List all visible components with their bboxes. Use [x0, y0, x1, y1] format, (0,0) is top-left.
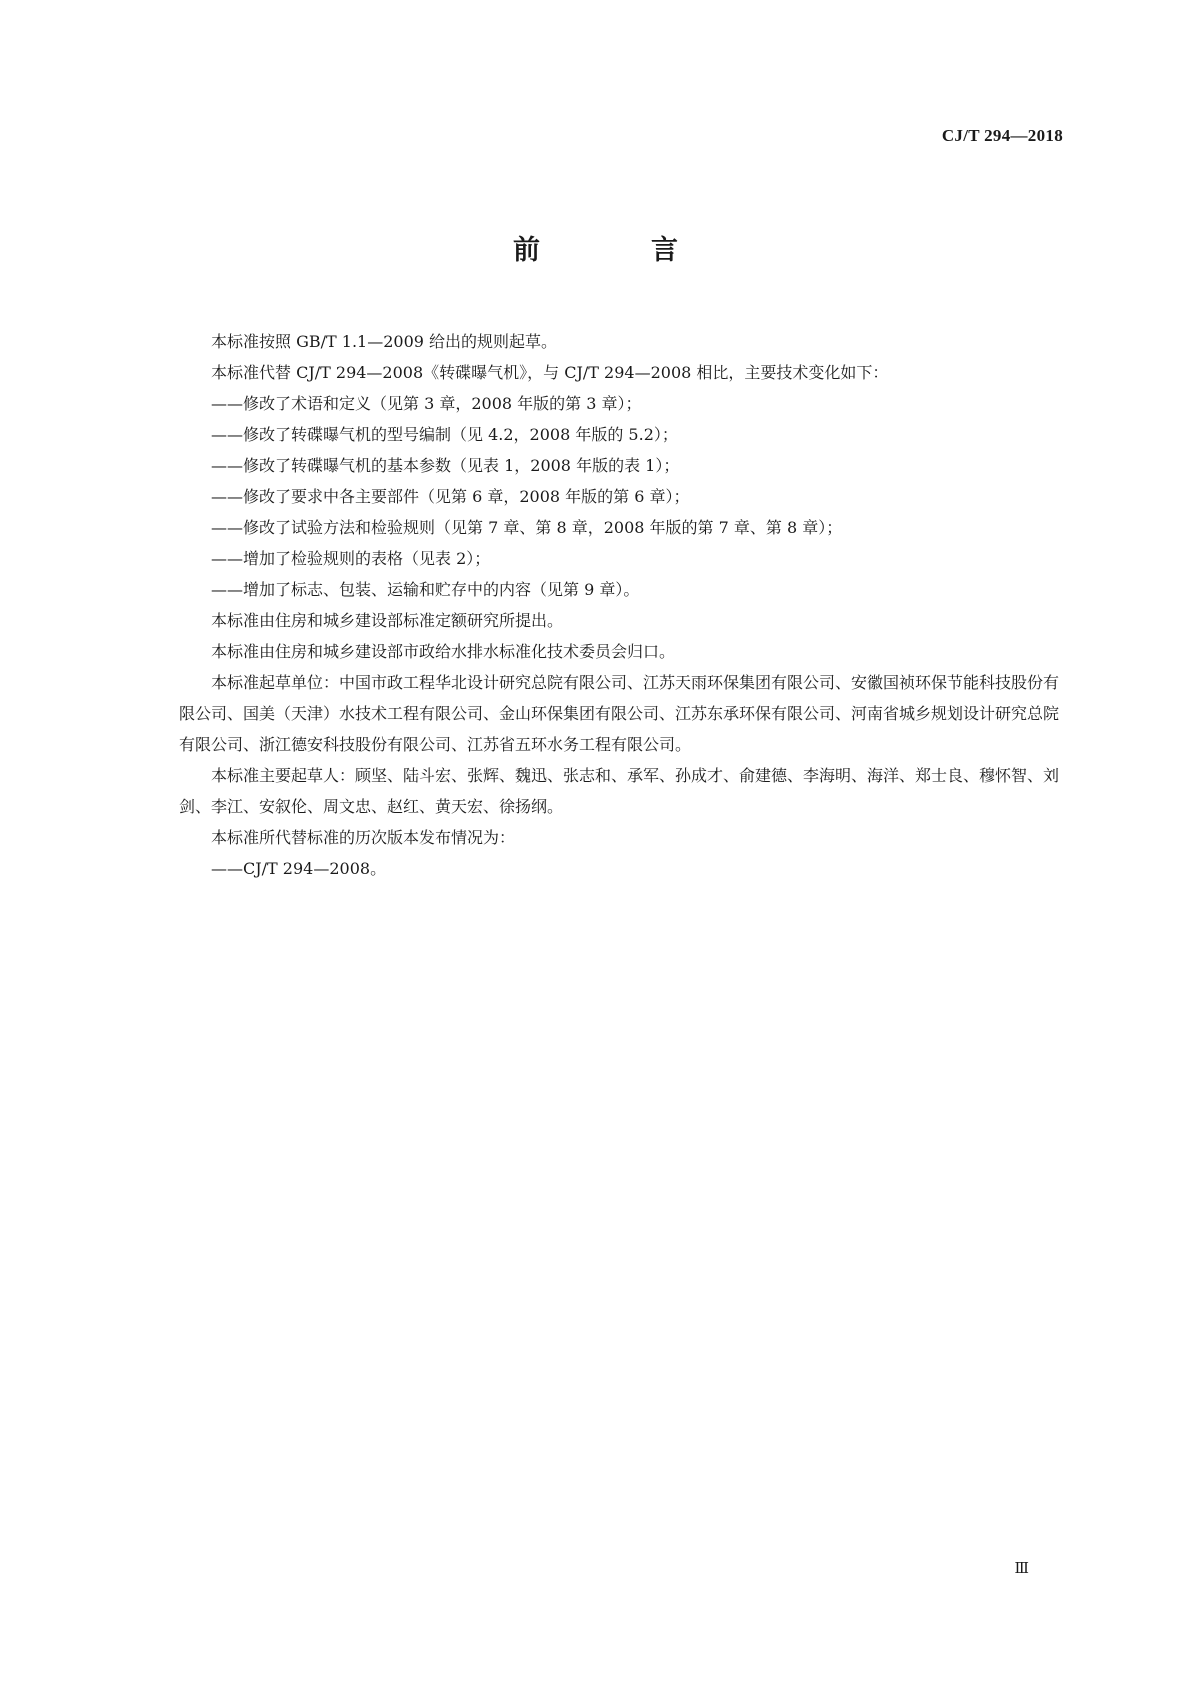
- page-number: Ⅲ: [1014, 1561, 1028, 1577]
- history-item: ——CJ/T 294—2008。: [211, 859, 387, 878]
- change-item: ——增加了标志、包装、运输和贮存中的内容（见第 9 章）。: [211, 580, 640, 599]
- change-item: ——修改了转碟曝气机的基本参数（见表 1，2008 年版的表 1）；: [211, 456, 680, 475]
- change-item: ——增加了检验规则的表格（见表 2）；: [211, 549, 491, 568]
- paragraph-drafting-units: 本标准起草单位：中国市政工程华北设计研究总院有限公司、江苏天雨环保集团有限公司、安徽国祯环保节能科技股份有限公司、国美（天津）水技术工程有限公司、金山环保集团有限公司、江苏东承环保有限公司、河南省城乡规划设计研究总院有限公司、浙江德安科技股份有限公司、江苏省五环水务工程有限公司。: [179, 673, 1060, 754]
- paragraph-drafters: 本标准主要起草人：顾坚、陆斗宏、张辉、魏迅、张志和、承军、孙成才、俞建德、李海明、海洋、郑士良、穆怀智、刘剑、李江、安叙伦、周文忠、赵红、黄天宏、徐扬纲。: [179, 766, 1060, 816]
- change-item: ——修改了转碟曝气机的型号编制（见 4.2，2008 年版的 5.2）；: [211, 425, 678, 444]
- change-item: ——修改了试验方法和检验规则（见第 7 章、第 8 章，2008 年版的第 7 章、第 8 章）；: [211, 518, 843, 537]
- paragraph-replacement: 本标准代替 CJ/T 294—2008《转碟曝气机》，与 CJ/T 294—2008 相比，主要技术变化如下：: [211, 363, 889, 382]
- paragraph-drafting-rules: 本标准按照 GB/T 1.1—2009 给出的规则起草。: [211, 332, 558, 351]
- change-item: ——修改了术语和定义（见第 3 章，2008 年版的第 3 章）；: [211, 394, 642, 413]
- paragraph-proposer: 本标准由住房和城乡建设部标准定额研究所提出。: [211, 611, 564, 630]
- standard-code: CJ/T 294—2018: [941, 126, 1063, 145]
- change-item: ——修改了要求中各主要部件（见第 6 章，2008 年版的第 6 章）；: [211, 487, 690, 506]
- paragraph-centralized: 本标准由住房和城乡建设部市政给水排水标准化技术委员会归口。: [211, 642, 676, 661]
- page-title: 前 言: [513, 235, 720, 266]
- foreword-body: [179, 326, 1059, 884]
- paragraph-history: 本标准所代替标准的历次版本发布情况为：: [211, 828, 516, 847]
